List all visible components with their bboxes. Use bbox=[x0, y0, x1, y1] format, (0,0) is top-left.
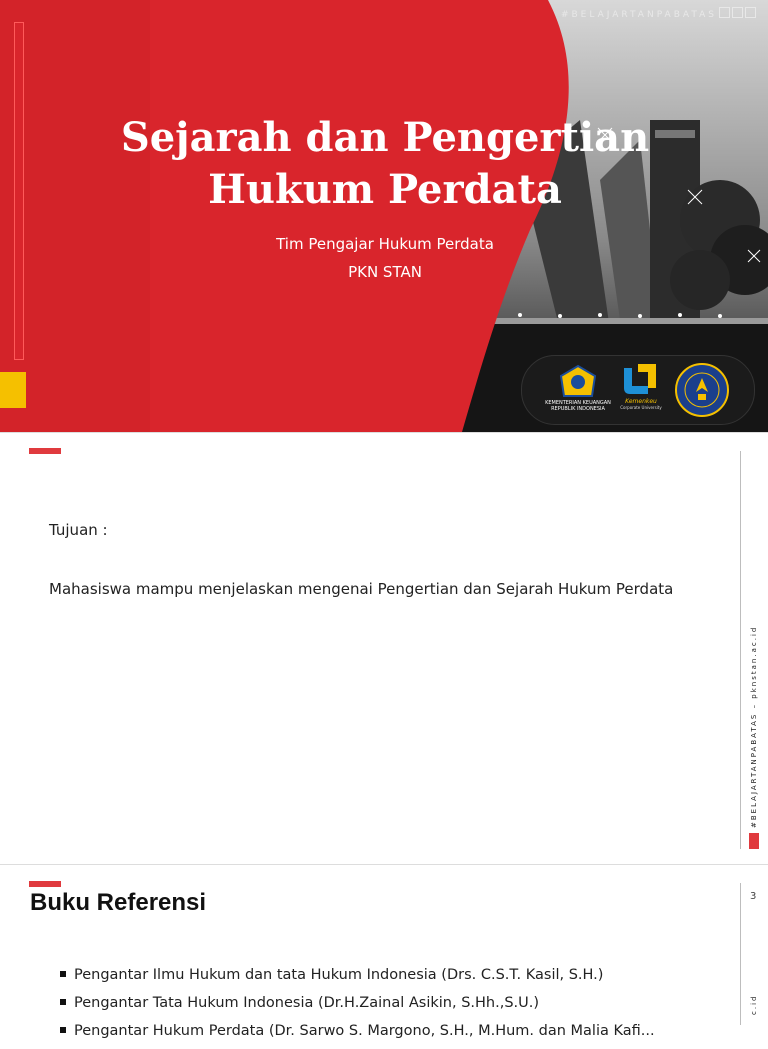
title-slide bbox=[0, 0, 768, 432]
kemenkeu-logo-icon bbox=[558, 364, 598, 398]
title-accent-dash bbox=[29, 881, 61, 887]
objective-slide bbox=[0, 432, 768, 865]
logo-strip bbox=[521, 355, 755, 425]
corpu-logo-icon bbox=[618, 362, 664, 398]
reference-list bbox=[58, 965, 655, 1049]
corpu-caption: Kemenkeu Corporate University bbox=[620, 398, 662, 410]
square-icon bbox=[719, 7, 730, 18]
side-hashtag: c.id bbox=[750, 994, 758, 1015]
reference-item: Pengantar Ilmu Hukum dan tata Hukum Indonesia (Drs. C.S.T. Kasil, S.H.) bbox=[58, 965, 655, 993]
objective-heading: Tujuan : bbox=[49, 521, 108, 539]
right-divider bbox=[740, 883, 741, 1025]
reference-item: Pengantar Tata Hukum Indonesia (Dr.H.Zainal Asikin, S.Hh.,S.U.) bbox=[58, 993, 655, 1021]
objective-body: Mahasiswa mampu menjelaskan mengenai Pengertian dan Sejarah Hukum Perdata bbox=[49, 580, 674, 598]
page-number: 3 bbox=[750, 891, 757, 902]
square-icon bbox=[732, 7, 743, 18]
slide-subtitle bbox=[60, 230, 710, 286]
side-red-block bbox=[749, 833, 759, 849]
reference-item: Pengantar Hukum Perdata (Dr. Sarwo S. Margono, S.H., M.Hum. dan Malia Kafi... bbox=[58, 1021, 655, 1049]
title-line-2: Hukum Perdata bbox=[208, 166, 562, 213]
title-accent-dash bbox=[29, 448, 61, 454]
title-line-1: Sejarah dan Pengertian bbox=[120, 114, 650, 161]
left-red-bar bbox=[14, 22, 24, 360]
subtitle-line-2: PKN STAN bbox=[348, 263, 422, 281]
hashtag-text: #BELAJARTANPABATAS bbox=[560, 10, 717, 20]
square-icon bbox=[745, 7, 756, 18]
right-divider bbox=[740, 451, 741, 849]
references-heading: Buku Referensi bbox=[30, 889, 207, 916]
hashtag-header bbox=[561, 7, 756, 20]
subtitle-line-1: Tim Pengajar Hukum Perdata bbox=[276, 235, 494, 253]
kemenkeu-caption: KEMENTERIAN KEUANGAN REPUBLIK INDONESIA bbox=[545, 400, 611, 412]
pknstan-seal-icon bbox=[674, 362, 730, 418]
side-hashtag: #BELAJARTANPABATAS – pknstan.ac.id bbox=[750, 625, 758, 828]
references-slide bbox=[0, 864, 768, 1039]
slide-title bbox=[60, 112, 710, 216]
yellow-accent bbox=[0, 372, 26, 408]
